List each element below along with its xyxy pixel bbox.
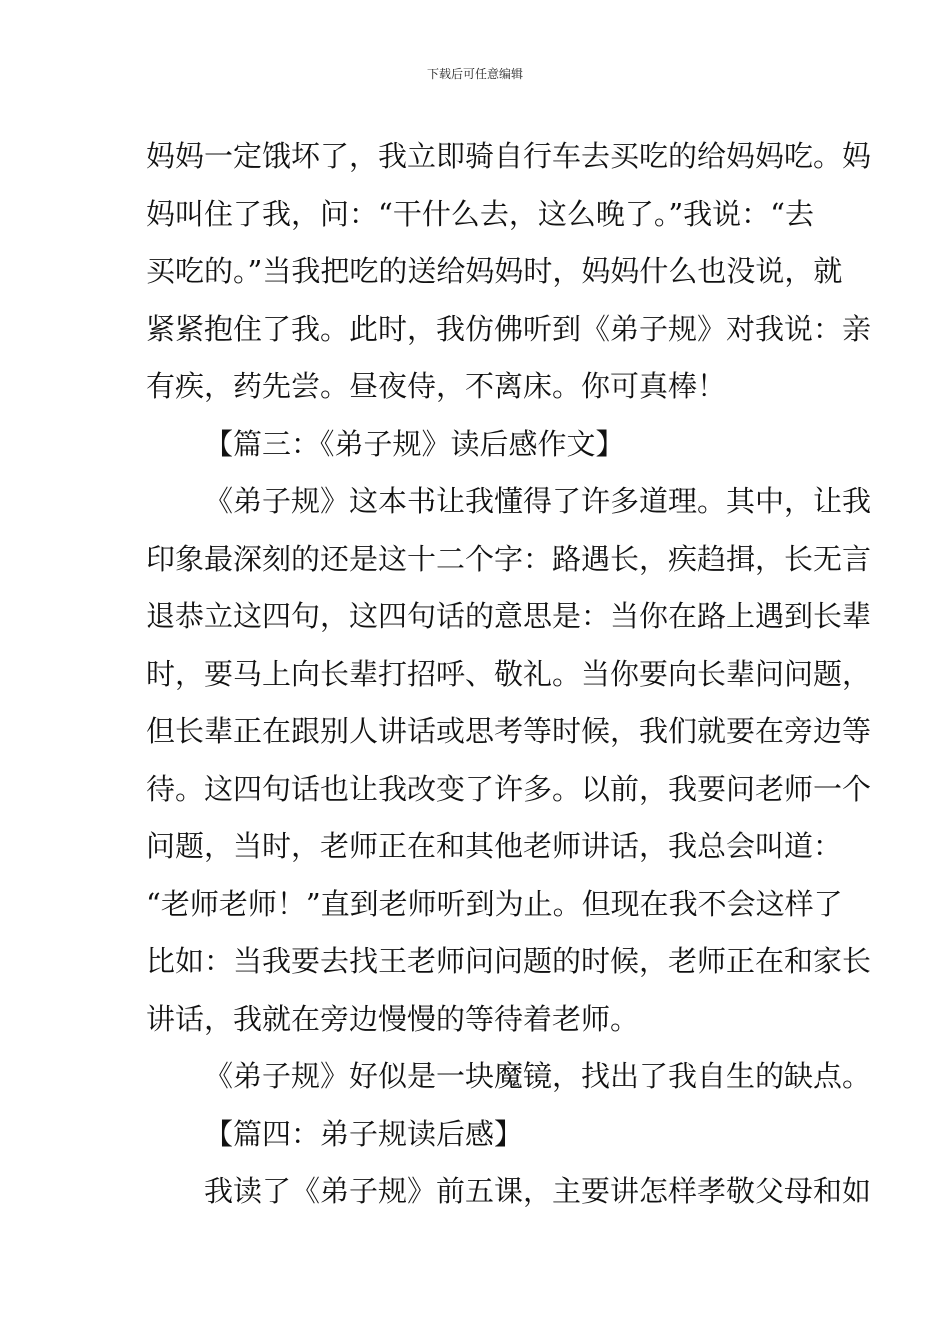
paragraph-line: 有疾，药先尝。昼夜侍，不离床。你可真棒！ [146, 369, 727, 403]
paragraph-line: 讲话，我就在旁边慢慢的等待着老师。 [146, 1001, 640, 1036]
paragraph-line: 《弟子规》这本书让我懂得了许多道理。其中，让我 [204, 484, 872, 518]
paragraph-line: 问题，当时，老师正在和其他老师讲话，我总会叫道： [146, 829, 843, 863]
paragraph-line: 比如：当我要去找王老师问问题的时候，老师正在和家长 [146, 944, 872, 978]
paragraph-line: 印象最深刻的还是这十二个字：路遇长，疾趋揖，长无言 [146, 541, 872, 576]
document-body [146, 128, 872, 1221]
paragraph-line: 我读了《弟子规》前五课，主要讲怎样孝敬父母和如 [204, 1174, 872, 1208]
paragraph-line: 退恭立这四句，这四句话的意思是：当你在路上遇到长辈 [146, 599, 872, 633]
paragraph-line: 时，要马上向长辈打招呼、敬礼。当你要向长辈问问题， [146, 656, 872, 691]
paragraph-line: 《弟子规》好似是一块魔镜，找出了我自生的缺点。 [204, 1059, 872, 1093]
paragraph-line: 待。这四句话也让我改变了许多。以前，我要问老师一个 [146, 771, 872, 806]
section-heading-3: 【篇三：《弟子规》读后感作文】 [204, 426, 625, 461]
paragraph-line: 妈叫住了我，问：“干什么去，这么晚了。”我说：“去 [146, 196, 814, 231]
paragraph-line: 买吃的。”当我把吃的送给妈妈时，妈妈什么也没说，就 [146, 254, 843, 288]
header-note: 下载后可任意编辑 [426, 67, 523, 81]
paragraph-line: “老师老师！”直到老师听到为止。但现在我不会这样了 [146, 886, 843, 921]
paragraph-line: 妈妈一定饿坏了，我立即骑自行车去买吃的给妈妈吃。妈 [146, 139, 872, 173]
paragraph-line: 紧紧抱住了我。此时，我仿佛听到《弟子规》对我说：亲 [146, 311, 872, 346]
section-heading-4: 【篇四：弟子规读后感】 [204, 1116, 524, 1151]
paragraph-line: 但长辈正在跟别人讲话或思考等时候，我们就要在旁边等 [146, 714, 872, 748]
